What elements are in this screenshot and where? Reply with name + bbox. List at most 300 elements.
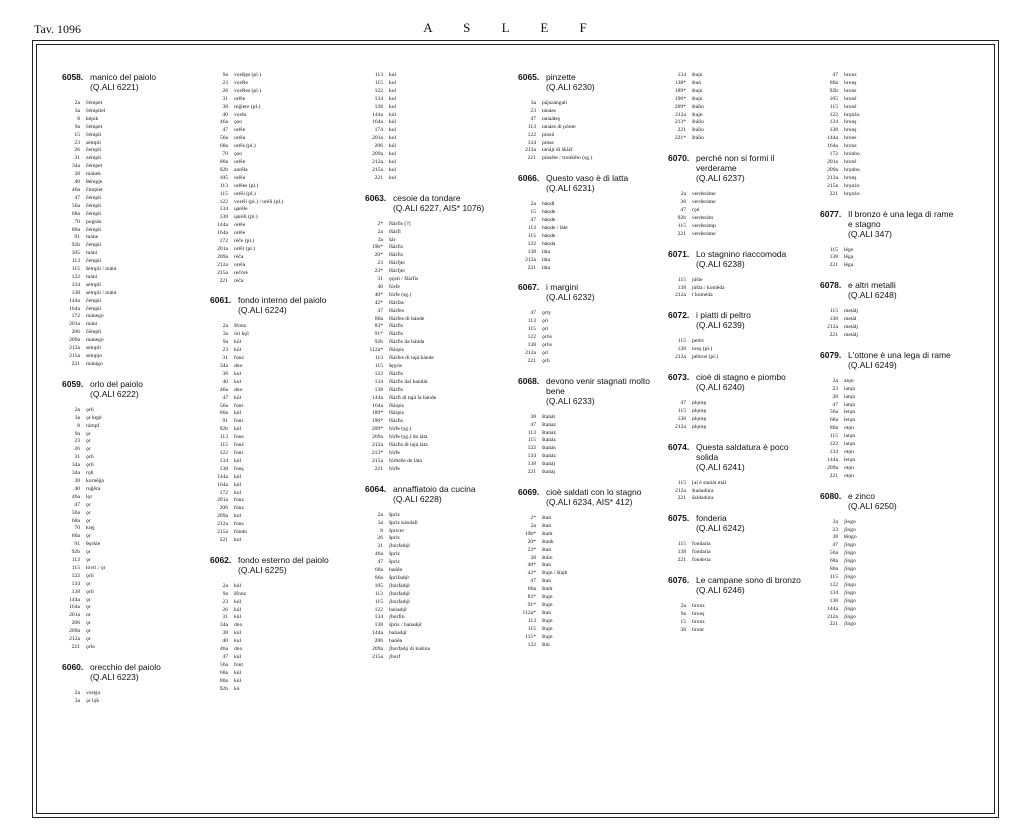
column-1 bbox=[62, 72, 172, 716]
locality-code: 138 bbox=[829, 597, 838, 604]
locality-code: 40* bbox=[527, 562, 536, 569]
data-row bbox=[62, 494, 172, 502]
entry-number: 6073. bbox=[668, 372, 690, 383]
locality-code: 221 bbox=[677, 495, 686, 502]
dialect-form: júšta / koměda bbox=[692, 284, 725, 291]
dialect-form: ǫ́rli bbox=[86, 588, 94, 595]
data-row bbox=[668, 424, 808, 432]
locality-code: 172 bbox=[829, 151, 838, 158]
entry-title: cioè saldati con lo stagno bbox=[546, 487, 642, 497]
data-row bbox=[62, 565, 172, 573]
data-row bbox=[210, 222, 338, 230]
dialect-form: ǫ́zo bbox=[234, 151, 243, 158]
locality-code: 221 bbox=[829, 472, 838, 479]
entry bbox=[668, 249, 808, 301]
locality-code: 212a bbox=[827, 174, 838, 181]
data-row bbox=[62, 628, 172, 636]
dialect-form: orěla bbox=[234, 174, 246, 181]
data-row bbox=[820, 473, 960, 481]
entry-heading bbox=[668, 310, 808, 320]
locality-code: 15 bbox=[530, 209, 536, 216]
dialect-form: fórfe bbox=[389, 283, 400, 290]
locality-code: 113 bbox=[527, 318, 536, 325]
locality-code: 68a bbox=[71, 517, 80, 524]
data-row bbox=[365, 284, 495, 292]
data-row bbox=[820, 159, 960, 167]
data-row bbox=[62, 195, 172, 203]
locality-code: 134 bbox=[527, 453, 536, 460]
dialect-form: bánde bbox=[542, 209, 556, 216]
data-row bbox=[210, 521, 338, 529]
dialect-form: sémpli bbox=[86, 281, 101, 288]
locality-code: 34a bbox=[71, 470, 80, 477]
data-row bbox=[62, 250, 172, 258]
locality-code: 80a bbox=[219, 410, 228, 417]
data-row bbox=[62, 329, 172, 337]
entry-code: (Q.ALI 6238) bbox=[696, 258, 745, 269]
locality-code: 68a bbox=[829, 417, 838, 424]
dialect-form: bronş bbox=[844, 174, 857, 181]
entry-title: Le campane sono di bronzo bbox=[696, 575, 801, 586]
data-row bbox=[365, 543, 495, 551]
locality-code: 215a bbox=[217, 269, 228, 276]
dialect-form: štańáz bbox=[542, 453, 556, 460]
dialect-form: ǫ́rlis bbox=[542, 342, 552, 349]
dialect-form: láta bbox=[542, 248, 551, 255]
locality-code: 26 bbox=[74, 446, 80, 453]
data-row bbox=[210, 458, 338, 466]
data-row bbox=[820, 425, 960, 433]
entry-heading bbox=[668, 153, 808, 173]
data-row bbox=[365, 599, 495, 607]
locality-code: 47 bbox=[222, 394, 228, 401]
dialect-form: kúl bbox=[234, 347, 242, 354]
data-row bbox=[518, 578, 670, 586]
data-row bbox=[518, 562, 670, 570]
locality-code: 92b bbox=[677, 214, 686, 221]
dialect-form: brǫnźo bbox=[844, 190, 860, 197]
dialect-form: brónbo bbox=[844, 151, 860, 158]
dialect-form: dno bbox=[234, 386, 243, 393]
locality-code: 91 bbox=[74, 234, 80, 241]
locality-code: 2a bbox=[74, 100, 80, 106]
entry-heading bbox=[820, 209, 960, 229]
locality-code: 122 bbox=[829, 441, 838, 448]
dialect-form: [al é stańát mál bbox=[692, 479, 727, 486]
locality-code: 15 bbox=[74, 131, 80, 138]
data-row bbox=[62, 446, 172, 454]
entry-number: 6079. bbox=[820, 349, 842, 360]
data-row bbox=[518, 422, 670, 430]
dialect-form: čémpet bbox=[86, 123, 103, 130]
entry-title: Questa saldatura è poco solida bbox=[696, 441, 789, 462]
data-row bbox=[518, 257, 670, 265]
locality-code: 105 bbox=[71, 250, 80, 257]
locality-code: 23 bbox=[832, 526, 838, 533]
data-row bbox=[668, 541, 808, 549]
entry-heading bbox=[668, 442, 808, 462]
locality-code: 164a bbox=[372, 402, 383, 409]
dialect-form: ʃborfadǫ̈r bbox=[389, 598, 411, 605]
dialect-form: tanáes bbox=[542, 107, 556, 114]
column-3 bbox=[365, 72, 495, 672]
data-row bbox=[62, 533, 172, 541]
locality-code: 212a bbox=[525, 349, 536, 356]
dialect-form: dno bbox=[234, 646, 243, 653]
entry bbox=[210, 72, 338, 285]
dialect-form: voręjo bbox=[86, 689, 101, 696]
data-row bbox=[62, 581, 172, 589]
dialect-form: kul bbox=[389, 79, 397, 86]
locality-code: 2* bbox=[377, 220, 383, 227]
data-row bbox=[62, 345, 172, 353]
data-row bbox=[210, 159, 338, 167]
data-row bbox=[668, 112, 808, 120]
data-row bbox=[210, 434, 338, 442]
locality-code: 212a bbox=[675, 111, 686, 118]
data-row bbox=[62, 407, 172, 415]
dialect-form: ǫ́rty bbox=[542, 310, 552, 317]
data-row bbox=[210, 363, 338, 371]
locality-code: 23 bbox=[222, 598, 228, 605]
dialect-form: fšárpis bbox=[389, 402, 404, 409]
locality-code: 26 bbox=[74, 147, 80, 154]
locality-code: 138 bbox=[527, 248, 536, 255]
data-row bbox=[668, 292, 808, 300]
data-row bbox=[365, 300, 495, 308]
data-row bbox=[518, 594, 670, 602]
locality-code: 122 bbox=[374, 87, 383, 94]
locality-code: 31 bbox=[377, 276, 383, 283]
dialect-form: ǫ́rli bbox=[542, 357, 550, 364]
data-row bbox=[210, 191, 338, 199]
dialect-form: kúl bbox=[234, 614, 242, 621]
entry-heading bbox=[518, 282, 670, 292]
locality-code: 80a bbox=[527, 586, 536, 593]
dialect-form: máne bbox=[86, 234, 99, 241]
locality-code: 2a bbox=[222, 323, 228, 330]
data-row bbox=[518, 209, 670, 217]
entry bbox=[820, 72, 960, 199]
entry-code: (Q.ALI 6250) bbox=[848, 500, 897, 511]
data-row bbox=[210, 183, 338, 191]
entry-code: (Q.ALI 6241) bbox=[696, 461, 745, 472]
locality-code: 70 bbox=[74, 218, 80, 225]
data-row bbox=[210, 490, 338, 498]
locality-code: 9a bbox=[222, 72, 228, 78]
entry-number: 6059. bbox=[62, 378, 84, 389]
dialect-form: štajn bbox=[542, 625, 553, 632]
dialect-form: or bbox=[86, 612, 91, 619]
dialect-form: ǫ́ǫ́sti / fšárfis bbox=[389, 276, 419, 283]
data-row bbox=[62, 510, 172, 518]
entry-number: 6078. bbox=[820, 280, 842, 291]
data-row bbox=[365, 112, 495, 120]
locality-code: 115 bbox=[677, 479, 686, 486]
dialect-form: ǫ́r bbox=[86, 636, 91, 643]
dialect-form: máni bbox=[86, 321, 98, 328]
data-row bbox=[62, 454, 172, 462]
locality-code: 138 bbox=[527, 461, 536, 468]
dialect-form: fonz bbox=[234, 355, 244, 362]
data-row bbox=[820, 433, 960, 441]
data-row bbox=[365, 175, 495, 183]
dialect-form: ǫ́rli bbox=[86, 462, 94, 469]
dialect-form: θémpje bbox=[86, 179, 103, 186]
data-row bbox=[820, 262, 960, 270]
locality-code: 138 bbox=[829, 254, 838, 261]
data-row bbox=[62, 108, 172, 116]
dialect-form: bańadǫ̈r bbox=[389, 606, 408, 613]
dialect-form: ǫ́ri bbox=[542, 326, 549, 333]
data-row bbox=[62, 438, 172, 446]
dialect-form: ǫ́r bbox=[86, 430, 91, 437]
locality-code: 115 bbox=[829, 433, 838, 440]
locality-code: 91 bbox=[222, 418, 228, 425]
data-row bbox=[62, 597, 172, 605]
dialect-form: ǫ́r bbox=[86, 580, 91, 587]
data-row bbox=[668, 611, 808, 619]
data-row bbox=[210, 466, 338, 474]
data-row bbox=[62, 612, 172, 620]
dialect-form: rǫń bbox=[692, 206, 700, 213]
locality-code: 134 bbox=[219, 457, 228, 464]
dialect-form: oréla bbox=[234, 261, 246, 268]
locality-code: 209* bbox=[371, 426, 383, 433]
dialect-form: kul bbox=[389, 158, 397, 165]
entry bbox=[62, 662, 172, 706]
locality-code: 80a bbox=[71, 226, 80, 233]
entry bbox=[668, 72, 808, 143]
dialect-form: špriz bbox=[389, 535, 400, 542]
data-row bbox=[365, 355, 495, 363]
entry-code: (Q.ALI 6230) bbox=[546, 82, 595, 92]
dialect-form: lége bbox=[844, 246, 854, 253]
entry-heading bbox=[820, 280, 960, 290]
locality-code: 138 bbox=[677, 346, 686, 353]
dialect-form: bronš bbox=[844, 158, 857, 165]
data-row bbox=[518, 326, 670, 334]
dialect-form: kèpik bbox=[86, 115, 99, 122]
locality-code: 91 bbox=[74, 541, 80, 548]
data-row bbox=[365, 316, 495, 324]
data-row bbox=[365, 387, 495, 395]
dialect-form: kul bbox=[234, 489, 242, 496]
locality-code: 138 bbox=[677, 549, 686, 556]
dialect-form: fóndo bbox=[234, 529, 248, 536]
data-row bbox=[518, 124, 670, 132]
locality-code: 122 bbox=[71, 572, 80, 579]
locality-code: 38 bbox=[832, 534, 838, 541]
dialect-form: metálj bbox=[844, 308, 858, 315]
locality-code: 23 bbox=[832, 385, 838, 392]
entry-number: 6069. bbox=[518, 487, 540, 497]
data-row bbox=[820, 191, 960, 199]
locality-code: 115 bbox=[374, 363, 383, 369]
dialect-form: kul bbox=[389, 103, 397, 110]
data-row bbox=[210, 355, 338, 363]
dialect-form: fšárfis bbox=[389, 252, 403, 259]
locality-code: 23* bbox=[374, 268, 383, 275]
data-row bbox=[365, 512, 495, 520]
locality-code: 209a bbox=[69, 628, 80, 635]
entry-code: (Q.ALI 6239) bbox=[696, 320, 745, 331]
dialect-form: bánda bbox=[542, 240, 556, 247]
entry-code: (Q.ALI 6231) bbox=[546, 183, 595, 194]
dialect-form: fšárfis da bánda bbox=[389, 339, 425, 346]
locality-code: 47 bbox=[832, 401, 838, 408]
locality-code: 221 bbox=[677, 230, 686, 237]
locality-code: 47 bbox=[832, 542, 838, 549]
dialect-form: čimplet bbox=[86, 186, 103, 193]
dialect-form: ʃingu bbox=[844, 581, 856, 588]
entry-heading bbox=[518, 487, 670, 497]
locality-code: 196* bbox=[674, 95, 686, 102]
dialect-form: štajn bbox=[542, 633, 553, 640]
dialect-form: sémpjo bbox=[86, 353, 103, 359]
locality-code: 47 bbox=[832, 72, 838, 78]
dialect-form: ʃingo bbox=[844, 518, 856, 525]
locality-code: 47 bbox=[222, 127, 228, 134]
data-row bbox=[62, 462, 172, 470]
data-row bbox=[820, 135, 960, 143]
locality-code: 91* bbox=[527, 601, 536, 608]
locality-code: 209a bbox=[217, 253, 228, 260]
dialect-form: otǫn bbox=[844, 425, 854, 432]
locality-code: 115 bbox=[527, 437, 536, 444]
dialect-form: kul bbox=[234, 536, 242, 543]
data-row bbox=[820, 574, 960, 582]
dialect-form: latǫn bbox=[844, 433, 856, 440]
dialect-form: kúl bbox=[234, 630, 242, 637]
data-row bbox=[365, 418, 495, 426]
locality-code: 40 bbox=[222, 378, 228, 385]
dialect-form: réča bbox=[234, 277, 244, 284]
entry-title: fondo interno del paiolo bbox=[238, 295, 327, 306]
data-row bbox=[210, 96, 338, 104]
data-row bbox=[518, 642, 670, 650]
data-row bbox=[518, 602, 670, 610]
data-row bbox=[62, 258, 172, 266]
dialect-form: brǫnźu bbox=[844, 111, 860, 118]
data-row bbox=[210, 410, 338, 418]
dialect-form: kul bbox=[389, 135, 397, 142]
data-row bbox=[365, 119, 495, 127]
dialect-form: orěle bbox=[234, 222, 246, 229]
locality-code: 2a bbox=[377, 511, 383, 518]
locality-code: 115 bbox=[677, 407, 686, 414]
locality-code: 113 bbox=[374, 590, 383, 597]
data-row bbox=[820, 394, 960, 402]
dialect-form: ʃingo bbox=[844, 621, 856, 628]
data-row bbox=[518, 350, 670, 358]
locality-code: 144a bbox=[827, 456, 838, 463]
data-row bbox=[365, 347, 495, 355]
data-row bbox=[62, 298, 172, 306]
locality-code: 122 bbox=[527, 131, 536, 138]
locality-code: 144a bbox=[372, 394, 383, 401]
dialect-form: bándl bbox=[542, 201, 555, 208]
dialect-form: ǫ́r bbox=[86, 533, 91, 540]
dialect-form: čémpli bbox=[86, 297, 102, 304]
entry bbox=[668, 310, 808, 362]
column-4 bbox=[518, 72, 670, 659]
locality-code: 40 bbox=[74, 179, 80, 186]
dialect-form: reğiere (pl.) bbox=[234, 103, 261, 110]
data-row bbox=[62, 242, 172, 250]
dialect-form: fons bbox=[234, 521, 244, 528]
locality-code: 212a bbox=[217, 261, 228, 268]
dialect-form: ʃingo bbox=[844, 550, 856, 557]
data-row bbox=[668, 80, 808, 88]
data-row bbox=[210, 254, 338, 262]
locality-code: 144a bbox=[827, 605, 838, 612]
locality-code: 92b bbox=[71, 549, 80, 556]
data-row bbox=[668, 557, 808, 565]
dialect-form: brons bbox=[844, 135, 857, 142]
data-row bbox=[62, 266, 172, 274]
locality-code: 34a bbox=[219, 622, 228, 629]
data-row bbox=[518, 610, 670, 618]
data-row bbox=[668, 495, 808, 503]
dialect-form: fšárfis bbox=[389, 323, 403, 330]
locality-code: 221 bbox=[527, 264, 536, 271]
data-row bbox=[210, 614, 338, 622]
dialect-form: kręj bbox=[86, 525, 95, 532]
data-row bbox=[518, 555, 670, 563]
locality-code: 115 bbox=[677, 338, 686, 345]
data-row bbox=[820, 104, 960, 112]
locality-code: 164a bbox=[69, 604, 80, 611]
locality-code: 40 bbox=[74, 485, 80, 492]
entry-title: perché non si formi il verderame bbox=[696, 153, 775, 174]
data-row bbox=[210, 135, 338, 143]
dialect-form: ǫ́r lǫ̈k bbox=[86, 697, 100, 704]
data-row bbox=[820, 527, 960, 535]
locality-code: 68a bbox=[219, 669, 228, 676]
data-row bbox=[668, 119, 808, 127]
data-row bbox=[365, 442, 495, 450]
data-row bbox=[365, 308, 495, 316]
entry-number: 6066. bbox=[518, 173, 540, 184]
data-row bbox=[820, 590, 960, 598]
data-row bbox=[365, 80, 495, 88]
dialect-form: fšárfis [?] bbox=[389, 220, 411, 227]
data-row bbox=[62, 203, 172, 211]
dialect-form: orěli (pl.) bbox=[234, 245, 256, 252]
locality-code: 2a bbox=[530, 522, 536, 529]
data-row bbox=[62, 274, 172, 282]
atlas-title: A S L E F bbox=[423, 20, 601, 35]
data-row bbox=[210, 214, 338, 222]
dialect-form: štajn bbox=[692, 87, 703, 94]
data-row bbox=[820, 308, 960, 316]
data-row bbox=[668, 191, 808, 199]
locality-code: 138* bbox=[674, 79, 686, 86]
dialect-form: čémpli bbox=[86, 202, 102, 209]
dialect-form: letǫn bbox=[844, 456, 856, 463]
data-row bbox=[365, 159, 495, 167]
locality-code: 115 bbox=[677, 541, 686, 548]
entry-number: 6076. bbox=[668, 575, 690, 586]
dialect-form: otǫn bbox=[844, 472, 854, 479]
data-row bbox=[668, 207, 808, 215]
locality-code: 3a bbox=[222, 331, 228, 338]
dialect-form: plǫmp bbox=[692, 407, 707, 414]
data-row bbox=[62, 234, 172, 242]
data-row bbox=[518, 618, 670, 626]
dialect-form: štajn bbox=[692, 111, 703, 118]
